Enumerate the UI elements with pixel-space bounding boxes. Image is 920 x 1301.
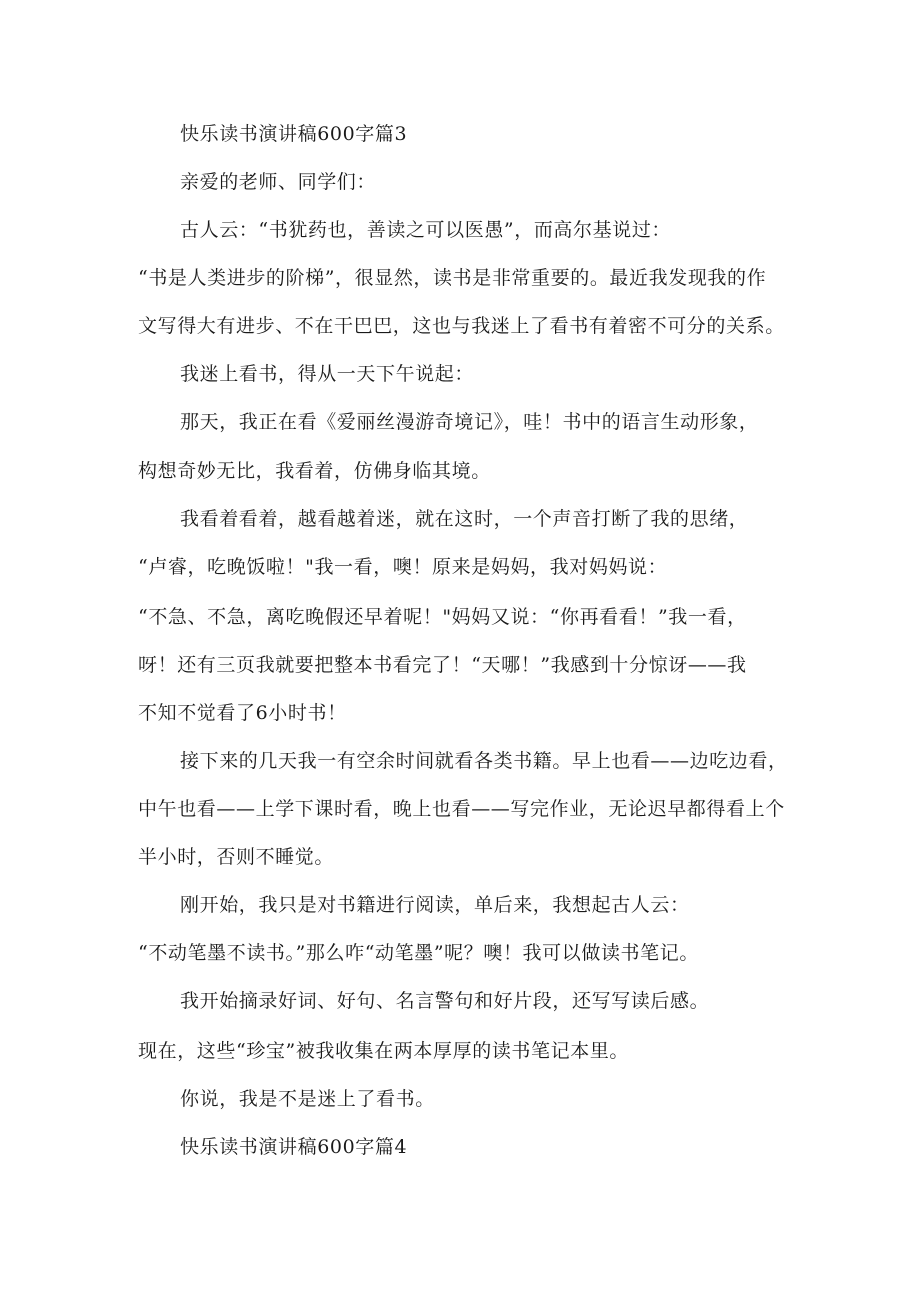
section-heading: 快乐读书演讲稿600字篇4 — [180, 1136, 408, 1158]
paragraph-line: 接下来的几天我一有空余时间就看各类书籍。早上也看——边吃边看， — [180, 750, 788, 772]
paragraph-line: 构想奇妙无比，我看着，仿佛身临其境。 — [138, 460, 491, 482]
section-heading: 快乐读书演讲稿600字篇3 — [180, 123, 408, 145]
paragraph-line: 我迷上看书，得从一天下午说起： — [180, 363, 475, 385]
paragraph-line: 文写得大有进步、不在干巴巴，这也与我迷上了看书有着密不可分的关系。 — [138, 315, 785, 337]
paragraph-line: 那天，我正在看《爱丽丝漫游奇境记》，哇！书中的语言生动形象， — [180, 411, 759, 433]
paragraph-line: 你说，我是不是迷上了看书。 — [180, 1088, 435, 1110]
paragraph-line: 我看着看着，越看越着迷，就在这时，一个声音打断了我的思绪， — [180, 508, 749, 530]
paragraph-line: 半小时，否则不睡觉。 — [138, 846, 335, 868]
paragraph-line: “书是人类进步的阶梯”，很显然，读书是非常重要的。最近我发现我的作 — [138, 267, 767, 289]
paragraph-line: 中午也看——上学下课时看，晚上也看——写完作业，无论迟早都得看上个 — [138, 798, 785, 820]
paragraph-line: 刚开始，我只是对书籍进行阅读，单后来，我想起古人云： — [180, 894, 690, 916]
paragraph-line: “不急、不急，离吃晚假还早着呢！"妈妈又说：“你再看看！”我一看， — [138, 606, 747, 628]
paragraph-line: 不知不觉看了6小时书！ — [138, 702, 347, 724]
paragraph-line: “不动笔墨不读书。”那么咋“动笔墨”呢？噢！我可以做读书笔记。 — [138, 942, 699, 964]
salutation: 亲爱的老师、同学们： — [180, 171, 377, 193]
paragraph-line: 现在，这些“珍宝”被我收集在两本厚厚的读书笔记本里。 — [138, 1040, 630, 1062]
paragraph-line: 呀！还有三页我就要把整本书看完了！“天哪！”我感到十分惊讶——我 — [138, 654, 747, 676]
paragraph-line: 我开始摘录好词、好句、名言警句和好片段，还写写读后感。 — [180, 990, 710, 1012]
paragraph-line: “卢睿，吃晚饭啦！"我一看，噢！原来是妈妈，我对妈妈说： — [138, 556, 668, 578]
paragraph-line: 古人云：“书犹药也，善读之可以医愚”，而高尔基说过： — [180, 219, 672, 241]
